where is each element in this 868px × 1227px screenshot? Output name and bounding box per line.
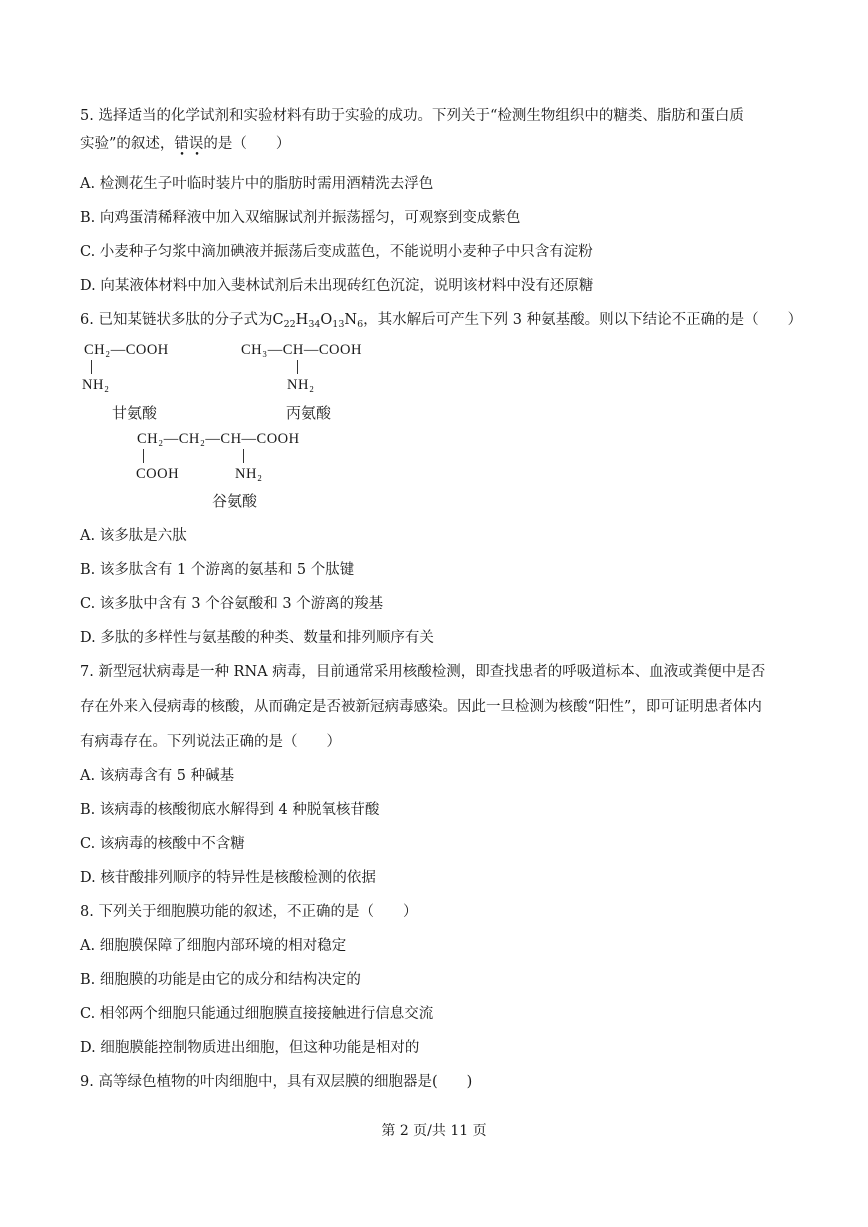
bond-line [297,360,298,374]
q7-stem-line2: 存在外来入侵病毒的核酸，从而确定是否被新冠病毒感染。因此一旦检测为核酸“阳性”，即可证明患者体内 [80,699,762,715]
formula-c-count: 22 [283,319,296,330]
q6-option-a: A. 该多肽是六肽 [80,528,187,544]
alanine-name: 丙氨酸 [286,404,332,422]
q7-stem-line3: 有病毒存在。下列说法正确的是（ ） [80,734,341,750]
glutamic-acid-amino-group: NH₂ [235,466,263,482]
q7-option-b: B. 该病毒的核酸彻底水解得到 4 种脱氧核苷酸 [80,802,380,818]
page-number-footer: 第 2 页/共 11 页 [381,1123,487,1139]
bond-line [243,449,244,463]
q5-stem-before: 实验”的叙述， [80,136,175,152]
emphasis-dot-icon: • [179,150,185,160]
q5-option-d: D. 向某液体材料中加入斐林试剂后未出现砖红色沉淀，说明该材料中没有还原糖 [80,278,594,294]
q8-option-b: B. 细胞膜的功能是由它的成分和结构决定的 [80,972,361,988]
alanine-amino-group: NH₂ [287,377,315,393]
glutamic-acid-side-carboxyl: COOH [136,466,180,482]
q5-emphasis-word [174,135,204,160]
formula-c: C [272,312,284,328]
q5-option-c: C. 小麦种子匀浆中滴加碘液并振荡后变成蓝色，不能说明小麦种子中只含有淀粉 [80,244,593,260]
q6-stem-before: 6. 已知某链状多肽的分子式为 [80,312,273,328]
q5-stem-after: 的是（ ） [203,136,291,152]
q7-option-d: D. 核苷酸排列顺序的特异性是核酸检测的依据 [80,870,376,886]
q5-stem-line2 [80,135,800,160]
q6-stem [80,311,803,330]
q5-option-b: B. 向鸡蛋清稀释液中加入双缩脲试剂并振荡摇匀，可观察到变成紫色 [80,210,521,226]
q7-option-a: A. 该病毒含有 5 种碱基 [80,768,235,784]
q5-emphasis-text: 错误 [174,136,204,152]
q8-option-c: C. 相邻两个细胞只能通过细胞膜直接接触进行信息交流 [80,1006,434,1022]
q8-option-d: D. 细胞膜能控制物质进出细胞，但这种功能是相对的 [80,1040,420,1056]
q8-stem: 8. 下列关于细胞膜功能的叙述，不正确的是（ ） [80,904,418,920]
formula-h: H [295,312,309,328]
glutamic-acid-main-chain: CH₂—CH₂—CH—COOH [137,431,300,447]
alanine-main-chain: CH₃—CH—COOH [241,342,362,358]
bond-line [143,449,144,463]
q5-option-a: A. 检测花生子叶临时装片中的脂肪时需用酒精洗去浮色 [80,176,434,192]
q7-stem-line1: 7. 新型冠状病毒是一种 RNA 病毒，目前通常采用核酸检测，即查找患者的呼吸道标本、血液或粪便中是否 [80,664,766,680]
q8-option-a: A. 细胞膜保障了细胞内部环境的相对稳定 [80,938,347,954]
formula-h-count: 34 [308,319,321,330]
formula-o-count: 13 [332,319,345,330]
q6-option-c: C. 该多肽中含有 3 个谷氨酸和 3 个游离的羧基 [80,596,384,612]
q6-option-d: D. 多肽的多样性与氨基酸的种类、数量和排列顺序有关 [80,630,434,646]
glycine-main-chain: CH₂—COOH [84,342,169,358]
bond-line [91,360,92,374]
formula-n-count: 6 [357,319,364,330]
emphasis-dot-icon: • [194,150,200,160]
q6-stem-after: ，其水解后可产生下列 3 种氨基酸。则以下结论不正确的是（ ） [363,312,803,328]
glycine-name: 甘氨酸 [112,404,158,422]
glutamic-acid-name: 谷氨酸 [212,492,258,510]
q9-stem: 9. 高等绿色植物的叶肉细胞中，具有双层膜的细胞器是( ) [80,1074,473,1090]
glycine-amino-group: NH₂ [82,377,110,393]
q5-stem-line1: 5. 选择适当的化学试剂和实验材料有助于实验的成功。下列关于“检测生物组织中的糖类、脂肪和蛋白质 [80,108,744,124]
q7-option-c: C. 该病毒的核酸中不含糖 [80,836,245,852]
formula-n: N [344,312,358,328]
formula-o: O [320,312,333,328]
q6-option-b: B. 该多肽含有 1 个游离的氨基和 5 个肽键 [80,562,355,578]
molecular-formula [272,312,363,328]
